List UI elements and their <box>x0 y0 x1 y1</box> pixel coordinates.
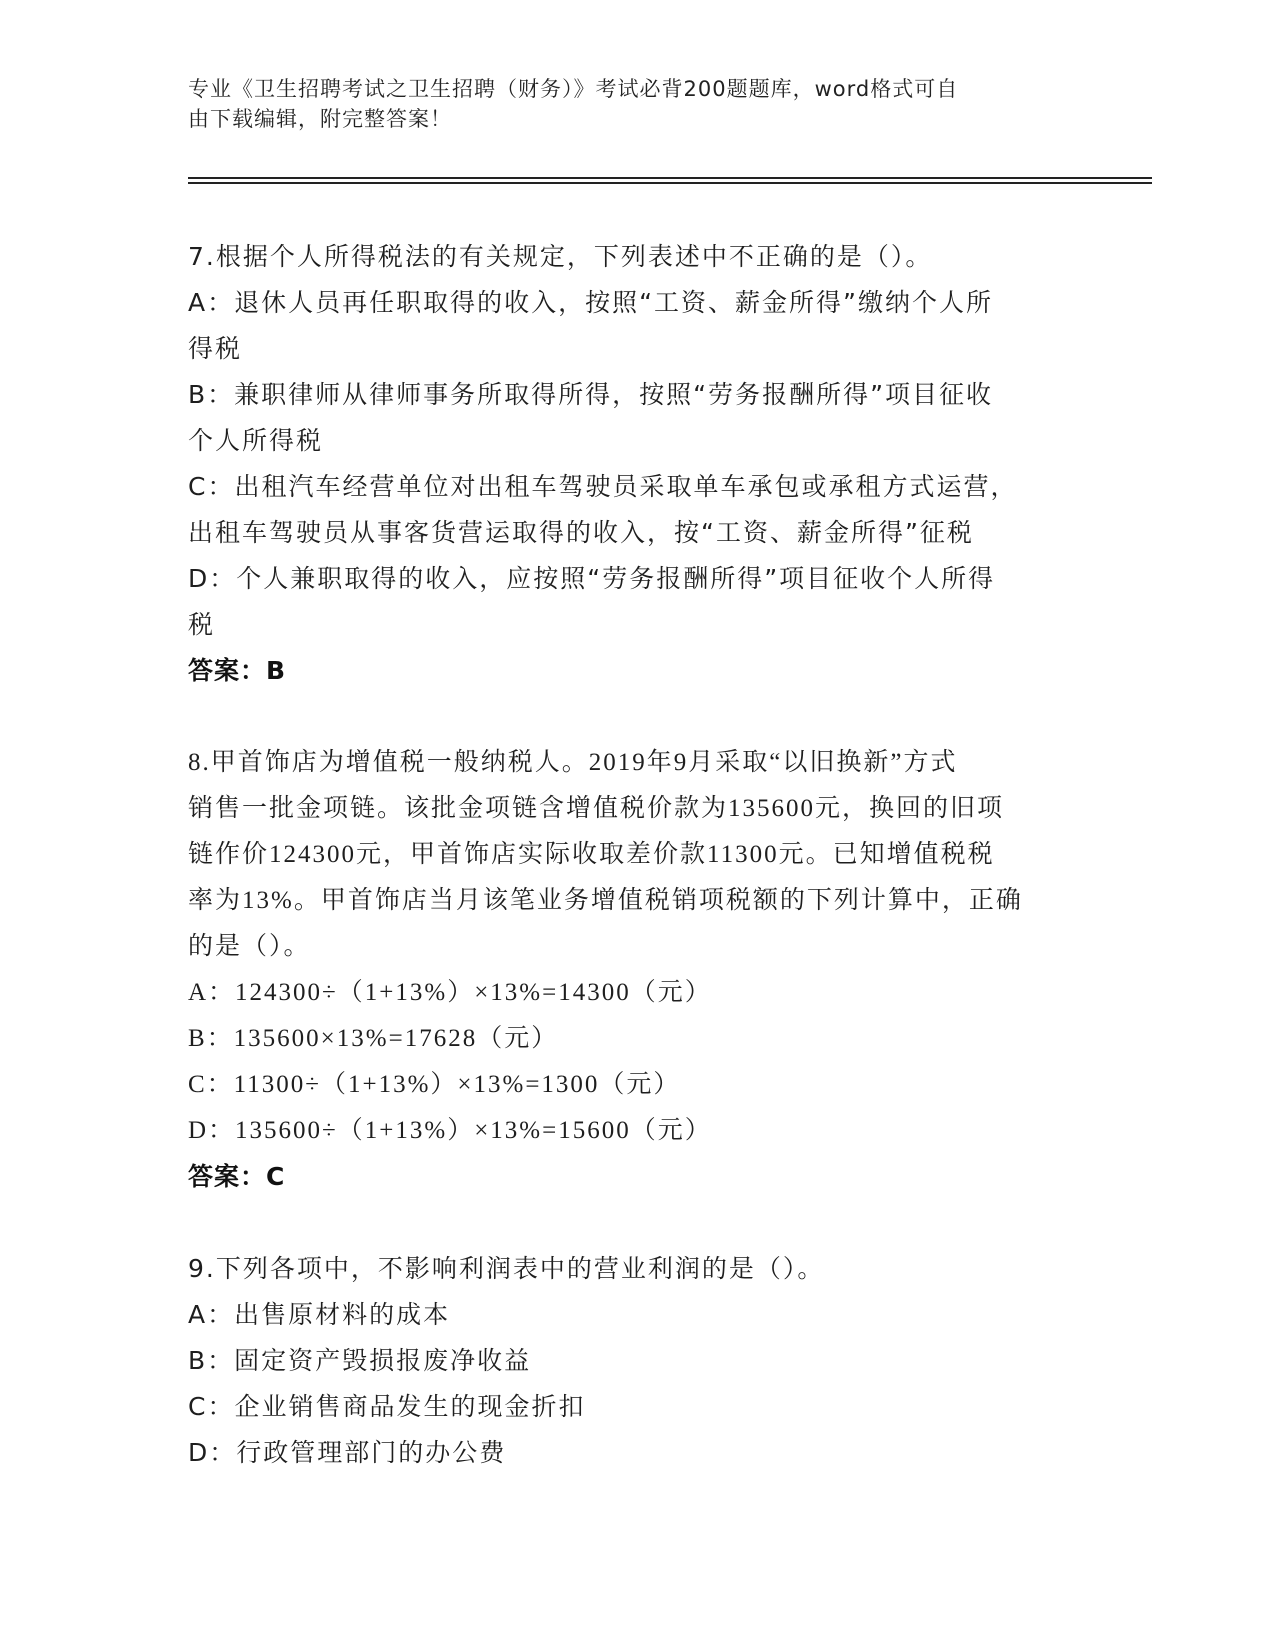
option-c: C：企业销售商品发生的现金折扣 <box>188 1392 586 1421</box>
option-d: D：个人兼职取得的收入，应按照“劳务报酬所得”项目征收个人所得 <box>188 564 996 593</box>
question-stem: 7.根据个人所得税法的有关规定，下列表述中不正确的是（）。 <box>188 242 933 271</box>
option-c: C：出租汽车经营单位对出租车驾驶员采取单车承包或承租方式运营， <box>188 472 1018 501</box>
option-c-continued: 出租车驾驶员从事客货营运取得的收入，按“工资、薪金所得”征税 <box>188 518 974 547</box>
option-d-continued: 税 <box>188 610 216 639</box>
option-b: B：兼职律师从律师事务所取得所得，按照“劳务报酬所得”项目征收 <box>188 380 994 409</box>
question-7 <box>188 234 1088 694</box>
option-d: D：135600÷（1+13%）×13%=15600（元） <box>188 1117 712 1144</box>
header-divider-top <box>188 177 1152 179</box>
option-d: D：行政管理部门的办公费 <box>188 1438 507 1467</box>
option-a: A：124300÷（1+13%）×13%=14300（元） <box>188 979 712 1006</box>
header-line: 由下载编辑，附完整答案！ <box>188 107 452 131</box>
question-stem: 9.下列各项中，不影响利润表中的营业利润的是（）。 <box>188 1254 825 1283</box>
question-stem: 8.甲首饰店为增值税一般纳税人。2019年9月采取“以旧换新”方式 <box>188 749 958 776</box>
question-stem-continued: 销售一批金项链。该批金项链含增值税价款为135600元，换回的旧项 <box>188 795 1005 822</box>
option-b: B：135600×13%=17628（元） <box>188 1025 559 1052</box>
option-c: C：11300÷（1+13%）×13%=1300（元） <box>188 1071 681 1098</box>
option-a-continued: 得税 <box>188 334 243 363</box>
header-divider-bottom <box>188 182 1152 184</box>
document-header <box>188 74 1088 134</box>
question-stem-continued: 率为13%。甲首饰店当月该笔业务增值税销项税额的下列计算中，正确 <box>188 887 1023 914</box>
option-a: A：出售原材料的成本 <box>188 1300 451 1329</box>
option-b: B：固定资产毁损报废净收益 <box>188 1346 532 1375</box>
question-stem-continued: 链作价124300元，甲首饰店实际收取差价款11300元。已知增值税税 <box>188 841 995 868</box>
question-list <box>188 234 1088 1522</box>
question-9 <box>188 1246 1088 1476</box>
option-b-continued: 个人所得税 <box>188 426 324 455</box>
answer-label: 答案：B <box>188 656 287 685</box>
option-a: A：退休人员再任职取得的收入，按照“工资、薪金所得”缴纳个人所 <box>188 288 994 317</box>
answer-label: 答案：C <box>188 1162 286 1191</box>
header-line: 专业《卫生招聘考试之卫生招聘（财务）》考试必背200题题库，word格式可自 <box>188 77 959 101</box>
question-8 <box>188 740 1088 1200</box>
question-stem-continued: 的是（）。 <box>188 933 311 960</box>
